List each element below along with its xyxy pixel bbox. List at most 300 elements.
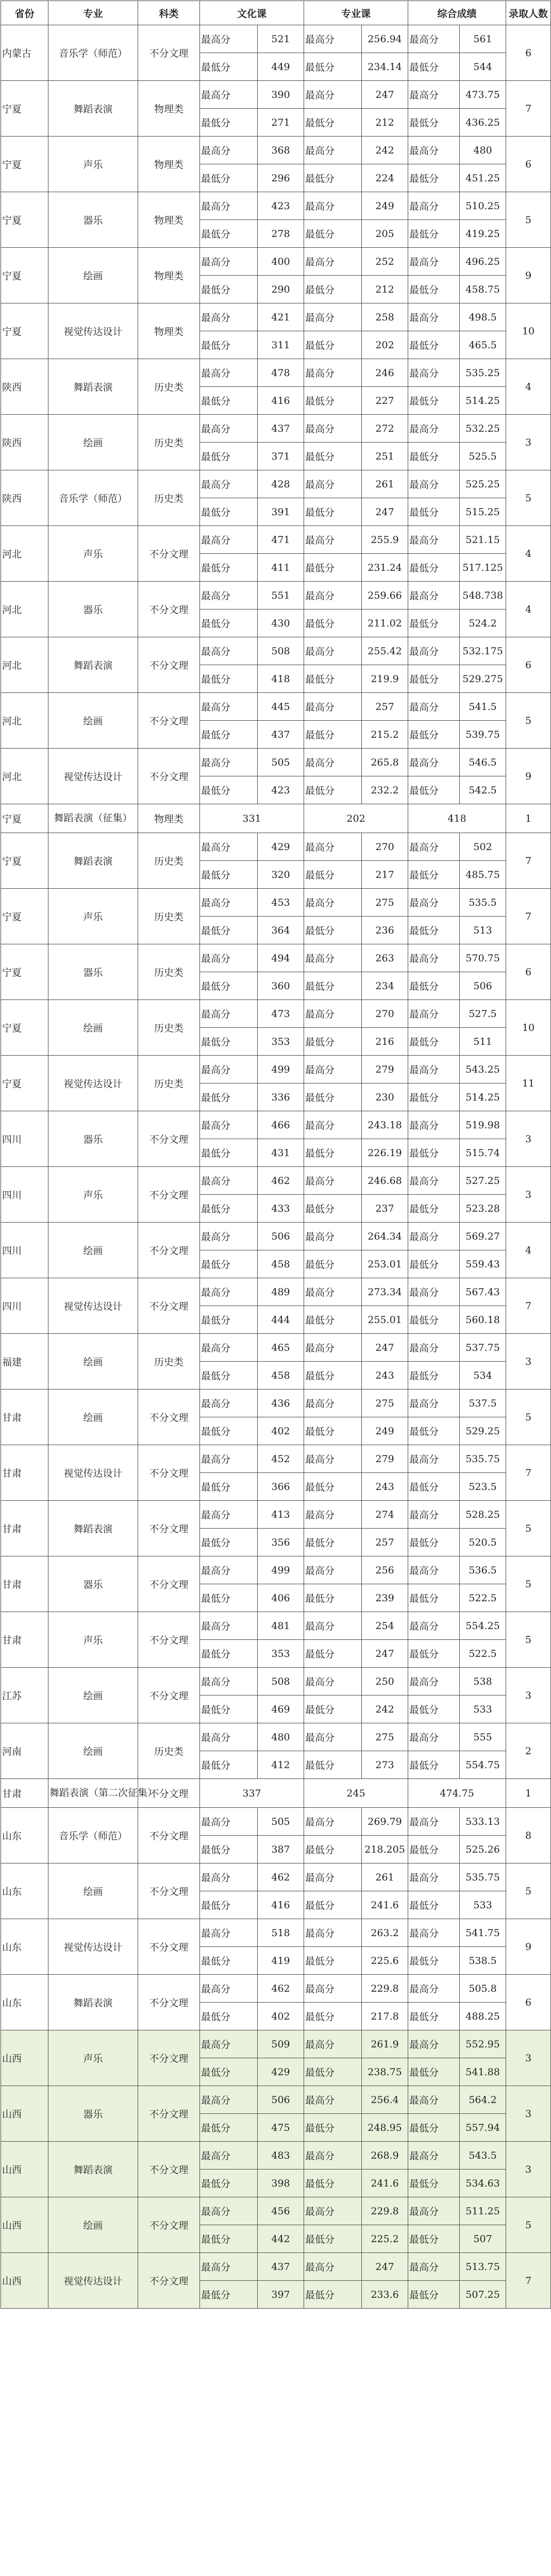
culture-min: 402	[258, 2003, 304, 2030]
pro-min: 218.205	[362, 1836, 408, 1863]
total-min: 544	[460, 53, 506, 81]
total-max: 511.25	[460, 2197, 506, 2225]
table-row	[1, 637, 551, 665]
culture-min: 371	[258, 443, 304, 470]
pro-min: 232.2	[362, 776, 408, 804]
total-min-label: 最低分	[408, 109, 460, 137]
total-min: 506	[460, 972, 506, 1000]
pro-min-label: 最低分	[304, 861, 362, 889]
pro-max: 275	[362, 1389, 408, 1417]
admit-count: 7	[506, 2253, 551, 2309]
total-min: 529.25	[460, 1417, 506, 1445]
pro-max: 269.79	[362, 1808, 408, 1836]
province-cell: 宁夏	[1, 804, 48, 833]
province-cell: 山东	[1, 1919, 48, 1975]
total-min: 529.275	[460, 665, 506, 693]
total-max-label: 最高分	[408, 526, 460, 554]
major-cell: 器乐	[48, 944, 138, 1000]
total-max-label: 最高分	[408, 944, 460, 972]
pro-min-label: 最低分	[304, 1028, 362, 1056]
culture-max-label: 最高分	[200, 1056, 258, 1083]
table-row	[1, 248, 551, 276]
pro-min: 205	[362, 220, 408, 248]
pro-max: 275	[362, 1723, 408, 1751]
total-min-label: 最低分	[408, 1028, 460, 1056]
pro-min-label: 最低分	[304, 721, 362, 749]
total-min-label: 最低分	[408, 1947, 460, 1975]
province-cell: 内蒙古	[1, 25, 48, 81]
total-min: 560.18	[460, 1306, 506, 1334]
table-row	[1, 1668, 551, 1696]
type-cell: 不分文理	[138, 1863, 200, 1919]
pro-max: 261	[362, 1863, 408, 1891]
type-cell: 物理类	[138, 137, 200, 192]
pro-min-label: 最低分	[304, 609, 362, 637]
total-max: 535.75	[460, 1863, 506, 1891]
total-min: 534.63	[460, 2170, 506, 2197]
total-max: 502	[460, 833, 506, 861]
total-min: 525.26	[460, 1836, 506, 1863]
pro-min: 248.95	[362, 2114, 408, 2142]
table-row	[1, 359, 551, 387]
admit-count: 4	[506, 1223, 551, 1278]
culture-max: 478	[258, 359, 304, 387]
pro-min: 225.2	[362, 2225, 408, 2253]
pro-min: 241.6	[362, 1891, 408, 1919]
culture-max-label: 最高分	[200, 1863, 258, 1891]
culture-max-label: 最高分	[200, 192, 258, 220]
admit-count: 7	[506, 1445, 551, 1501]
total-min: 488.25	[460, 2003, 506, 2030]
pro-min: 212	[362, 109, 408, 137]
pro-min-label: 最低分	[304, 1195, 362, 1223]
total-min-label: 最低分	[408, 554, 460, 582]
pro-min: 202	[362, 331, 408, 359]
culture-max-label: 最高分	[200, 1501, 258, 1529]
culture-min: 336	[258, 1083, 304, 1111]
type-cell: 不分文理	[138, 1223, 200, 1278]
total-max: 480	[460, 137, 506, 164]
table-row	[1, 1278, 551, 1306]
culture-max: 506	[258, 2086, 304, 2114]
total-max-label: 最高分	[408, 359, 460, 387]
total-min-label: 最低分	[408, 917, 460, 944]
pro-max-label: 最高分	[304, 81, 362, 109]
province-cell: 宁夏	[1, 248, 48, 303]
pro-max-label: 最高分	[304, 2197, 362, 2225]
culture-min: 402	[258, 1417, 304, 1445]
total-min: 523.28	[460, 1195, 506, 1223]
culture-max-label: 最高分	[200, 303, 258, 331]
culture-min-label: 最低分	[200, 1891, 258, 1919]
admit-count: 7	[506, 81, 551, 137]
type-cell: 不分文理	[138, 1167, 200, 1223]
total-max-label: 最高分	[408, 1808, 460, 1836]
major-cell: 器乐	[48, 192, 138, 248]
culture-max-label: 最高分	[200, 833, 258, 861]
province-cell: 山西	[1, 2253, 48, 2309]
admit-count: 5	[506, 2197, 551, 2253]
culture-max-label: 最高分	[200, 1223, 258, 1250]
culture-min-label: 最低分	[200, 1417, 258, 1445]
culture-max-label: 最高分	[200, 137, 258, 164]
admit-count: 3	[506, 1167, 551, 1223]
culture-max: 499	[258, 1056, 304, 1083]
pro-max: 263	[362, 944, 408, 972]
total-max: 543.25	[460, 1056, 506, 1083]
culture-min-label: 最低分	[200, 53, 258, 81]
culture-max: 473	[258, 1000, 304, 1028]
total-min: 538.5	[460, 1947, 506, 1975]
pro-max-label: 最高分	[304, 944, 362, 972]
pro-max: 256.4	[362, 2086, 408, 2114]
pro-max-label: 最高分	[304, 1612, 362, 1640]
culture-min-label: 最低分	[200, 665, 258, 693]
type-cell: 不分文理	[138, 2197, 200, 2253]
total-min-label: 最低分	[408, 2114, 460, 2142]
total-min-label: 最低分	[408, 2058, 460, 2086]
culture-min-label: 最低分	[200, 917, 258, 944]
culture-max: 481	[258, 1612, 304, 1640]
admit-count: 3	[506, 415, 551, 470]
type-cell: 不分文理	[138, 1556, 200, 1612]
major-cell: 器乐	[48, 2086, 138, 2142]
major-cell: 舞蹈表演	[48, 359, 138, 415]
pro-min: 211.02	[362, 609, 408, 637]
culture-min: 398	[258, 2170, 304, 2197]
pro-min-label: 最低分	[304, 53, 362, 81]
admit-count: 5	[506, 1389, 551, 1445]
total-max: 561	[460, 25, 506, 53]
province-cell: 宁夏	[1, 944, 48, 1000]
total-max: 527.5	[460, 1000, 506, 1028]
culture-min: 391	[258, 498, 304, 526]
total-min-label: 最低分	[408, 1195, 460, 1223]
total-max: 570.75	[460, 944, 506, 972]
pro-max-label: 最高分	[304, 1167, 362, 1195]
pro-min: 257	[362, 1529, 408, 1556]
type-cell: 历史类	[138, 415, 200, 470]
total-min: 436.25	[460, 109, 506, 137]
pro-min-label: 最低分	[304, 1584, 362, 1612]
type-cell: 不分文理	[138, 25, 200, 81]
total-max-label: 最高分	[408, 1445, 460, 1473]
total-max-label: 最高分	[408, 2142, 460, 2170]
pro-min: 243	[362, 1362, 408, 1389]
pro-min-label: 最低分	[304, 1891, 362, 1919]
total-min: 554.75	[460, 1751, 506, 1779]
culture-min: 387	[258, 1836, 304, 1863]
culture-max: 494	[258, 944, 304, 972]
major-cell: 声乐	[48, 526, 138, 582]
total-min: 515.74	[460, 1139, 506, 1167]
type-cell: 历史类	[138, 1056, 200, 1111]
culture-min-label: 最低分	[200, 1529, 258, 1556]
pro-min: 234.14	[362, 53, 408, 81]
province-cell: 河北	[1, 526, 48, 582]
culture-max-label: 最高分	[200, 1389, 258, 1417]
total-min: 525.5	[460, 443, 506, 470]
major-cell: 音乐学（师范）	[48, 1808, 138, 1863]
table-row	[1, 1975, 551, 2003]
total-max: 535.75	[460, 1445, 506, 1473]
culture-min-label: 最低分	[200, 1306, 258, 1334]
culture-min: 364	[258, 917, 304, 944]
culture-min: 433	[258, 1195, 304, 1223]
culture-max: 452	[258, 1445, 304, 1473]
culture-max-label: 最高分	[200, 1808, 258, 1836]
total-max-label: 最高分	[408, 1278, 460, 1306]
major-cell: 声乐	[48, 2030, 138, 2086]
major-cell: 舞蹈表演	[48, 1975, 138, 2030]
total-max-label: 最高分	[408, 637, 460, 665]
pro-max-label: 最高分	[304, 248, 362, 276]
culture-min: 271	[258, 109, 304, 137]
pro-max: 247	[362, 2253, 408, 2281]
province-cell: 河北	[1, 637, 48, 693]
culture-min-label: 最低分	[200, 2170, 258, 2197]
pro-min: 249	[362, 1417, 408, 1445]
total-max: 532.175	[460, 637, 506, 665]
province-cell: 四川	[1, 1223, 48, 1278]
total-max-label: 最高分	[408, 1334, 460, 1362]
table-row	[1, 1000, 551, 1028]
pro-max-label: 最高分	[304, 1278, 362, 1306]
culture-min-label: 最低分	[200, 443, 258, 470]
total-min-label: 最低分	[408, 1139, 460, 1167]
pro-min-label: 最低分	[304, 164, 362, 192]
pro-min-label: 最低分	[304, 2281, 362, 2309]
total-min: 533	[460, 1891, 506, 1919]
province-cell: 甘肃	[1, 1389, 48, 1445]
major-cell: 舞蹈表演	[48, 637, 138, 693]
total-score: 474.75	[408, 1779, 506, 1808]
table-row	[1, 889, 551, 917]
pro-max: 249	[362, 192, 408, 220]
culture-min: 429	[258, 2058, 304, 2086]
culture-min-label: 最低分	[200, 1250, 258, 1278]
culture-max-label: 最高分	[200, 693, 258, 721]
admit-count: 1	[506, 1779, 551, 1808]
table-row	[1, 470, 551, 498]
culture-min: 366	[258, 1473, 304, 1501]
total-max-label: 最高分	[408, 1919, 460, 1947]
header-total: 综合成绩	[408, 1, 506, 25]
table-row	[1, 526, 551, 554]
pro-min: 273	[362, 1751, 408, 1779]
pro-max: 261	[362, 470, 408, 498]
pro-min-label: 最低分	[304, 1306, 362, 1334]
major-cell: 声乐	[48, 137, 138, 192]
type-cell: 不分文理	[138, 2086, 200, 2142]
culture-min: 430	[258, 609, 304, 637]
type-cell: 不分文理	[138, 526, 200, 582]
admit-count: 9	[506, 749, 551, 804]
culture-min: 458	[258, 1362, 304, 1389]
pro-min-label: 最低分	[304, 2170, 362, 2197]
total-min-label: 最低分	[408, 665, 460, 693]
total-max: 498.5	[460, 303, 506, 331]
total-min: 523.5	[460, 1473, 506, 1501]
header-province: 省份	[1, 1, 48, 25]
culture-max: 437	[258, 415, 304, 443]
admit-count: 7	[506, 889, 551, 944]
table-row	[1, 1223, 551, 1250]
culture-max: 508	[258, 1668, 304, 1696]
culture-min: 418	[258, 665, 304, 693]
admit-count: 2	[506, 1723, 551, 1779]
pro-min-label: 最低分	[304, 1696, 362, 1723]
total-min-label: 最低分	[408, 443, 460, 470]
table-row	[1, 2086, 551, 2114]
total-max-label: 最高分	[408, 749, 460, 776]
culture-max-label: 最高分	[200, 1612, 258, 1640]
pro-max: 252	[362, 248, 408, 276]
total-max-label: 最高分	[408, 1863, 460, 1891]
culture-max-label: 最高分	[200, 1445, 258, 1473]
province-cell: 江苏	[1, 1668, 48, 1723]
pro-score: 202	[304, 804, 408, 833]
total-max: 555	[460, 1723, 506, 1751]
culture-max-label: 最高分	[200, 81, 258, 109]
major-cell: 视觉传达设计	[48, 2253, 138, 2309]
total-min-label: 最低分	[408, 164, 460, 192]
total-min: 419.25	[460, 220, 506, 248]
pro-max-label: 最高分	[304, 1111, 362, 1139]
type-cell: 历史类	[138, 889, 200, 944]
total-min-label: 最低分	[408, 609, 460, 637]
total-min-label: 最低分	[408, 2225, 460, 2253]
total-max-label: 最高分	[408, 1556, 460, 1584]
type-cell: 物理类	[138, 303, 200, 359]
admit-count: 5	[506, 192, 551, 248]
culture-min-label: 最低分	[200, 1640, 258, 1668]
admit-count: 4	[506, 359, 551, 415]
table-row	[1, 1612, 551, 1640]
total-min: 522.5	[460, 1584, 506, 1612]
pro-min-label: 最低分	[304, 109, 362, 137]
culture-min: 360	[258, 972, 304, 1000]
culture-max-label: 最高分	[200, 2086, 258, 2114]
total-min: 507	[460, 2225, 506, 2253]
major-cell: 视觉传达设计	[48, 749, 138, 804]
culture-min-label: 最低分	[200, 387, 258, 415]
pro-max: 255.9	[362, 526, 408, 554]
culture-max-label: 最高分	[200, 1975, 258, 2003]
admit-count: 7	[506, 1278, 551, 1334]
province-cell: 山东	[1, 1975, 48, 2030]
table-row	[1, 2197, 551, 2225]
culture-min-label: 最低分	[200, 1696, 258, 1723]
culture-max-label: 最高分	[200, 25, 258, 53]
total-min: 511	[460, 1028, 506, 1056]
pro-min: 219.9	[362, 665, 408, 693]
pro-min: 224	[362, 164, 408, 192]
pro-min: 217	[362, 861, 408, 889]
pro-max-label: 最高分	[304, 833, 362, 861]
culture-max: 462	[258, 1863, 304, 1891]
culture-min-label: 最低分	[200, 1139, 258, 1167]
total-min: 520.5	[460, 1529, 506, 1556]
culture-min: 469	[258, 1696, 304, 1723]
province-cell: 宁夏	[1, 1056, 48, 1111]
type-cell: 历史类	[138, 470, 200, 526]
pro-max: 256.94	[362, 25, 408, 53]
culture-max-label: 最高分	[200, 1167, 258, 1195]
total-max: 535.25	[460, 359, 506, 387]
table-row	[1, 804, 551, 833]
total-max-label: 最高分	[408, 1167, 460, 1195]
pro-min: 238.75	[362, 2058, 408, 2086]
type-cell: 不分文理	[138, 582, 200, 637]
header-pro: 专业课	[304, 1, 408, 25]
table-row	[1, 693, 551, 721]
province-cell: 山西	[1, 2142, 48, 2197]
header-major: 专业	[48, 1, 138, 25]
major-cell: 器乐	[48, 582, 138, 637]
total-max-label: 最高分	[408, 1000, 460, 1028]
total-max: 546.5	[460, 749, 506, 776]
pro-min: 227	[362, 387, 408, 415]
type-cell: 物理类	[138, 192, 200, 248]
pro-min: 230	[362, 1083, 408, 1111]
culture-max: 509	[258, 2030, 304, 2058]
total-min-label: 最低分	[408, 276, 460, 303]
province-cell: 甘肃	[1, 1501, 48, 1556]
total-min-label: 最低分	[408, 53, 460, 81]
total-min-label: 最低分	[408, 220, 460, 248]
pro-min: 255.01	[362, 1306, 408, 1334]
pro-max: 250	[362, 1668, 408, 1696]
major-cell: 绘画	[48, 1389, 138, 1445]
total-max: 552.95	[460, 2030, 506, 2058]
total-max-label: 最高分	[408, 582, 460, 609]
pro-max: 247	[362, 1334, 408, 1362]
pro-max-label: 最高分	[304, 470, 362, 498]
culture-min-label: 最低分	[200, 609, 258, 637]
total-min: 458.75	[460, 276, 506, 303]
pro-min-label: 最低分	[304, 1529, 362, 1556]
culture-max: 480	[258, 1723, 304, 1751]
table-row	[1, 2142, 551, 2170]
pro-max-label: 最高分	[304, 2086, 362, 2114]
pro-max: 268.9	[362, 2142, 408, 2170]
admit-count: 5	[506, 693, 551, 749]
pro-min: 253.01	[362, 1250, 408, 1278]
admit-count: 3	[506, 1668, 551, 1723]
province-cell: 河南	[1, 1723, 48, 1779]
table-row	[1, 1863, 551, 1891]
type-cell: 物理类	[138, 804, 200, 833]
province-cell: 陕西	[1, 415, 48, 470]
admit-count: 4	[506, 582, 551, 637]
pro-max-label: 最高分	[304, 526, 362, 554]
major-cell: 器乐	[48, 1111, 138, 1167]
culture-min-label: 最低分	[200, 2058, 258, 2086]
type-cell: 物理类	[138, 81, 200, 137]
culture-min-label: 最低分	[200, 1836, 258, 1863]
total-min: 465.5	[460, 331, 506, 359]
admit-count: 11	[506, 1056, 551, 1111]
pro-max: 279	[362, 1445, 408, 1473]
pro-min-label: 最低分	[304, 917, 362, 944]
total-max-label: 最高分	[408, 1056, 460, 1083]
total-max: 521.15	[460, 526, 506, 554]
pro-max-label: 最高分	[304, 1919, 362, 1947]
total-max: 527.25	[460, 1167, 506, 1195]
table-row	[1, 1111, 551, 1139]
pro-max: 270	[362, 1000, 408, 1028]
